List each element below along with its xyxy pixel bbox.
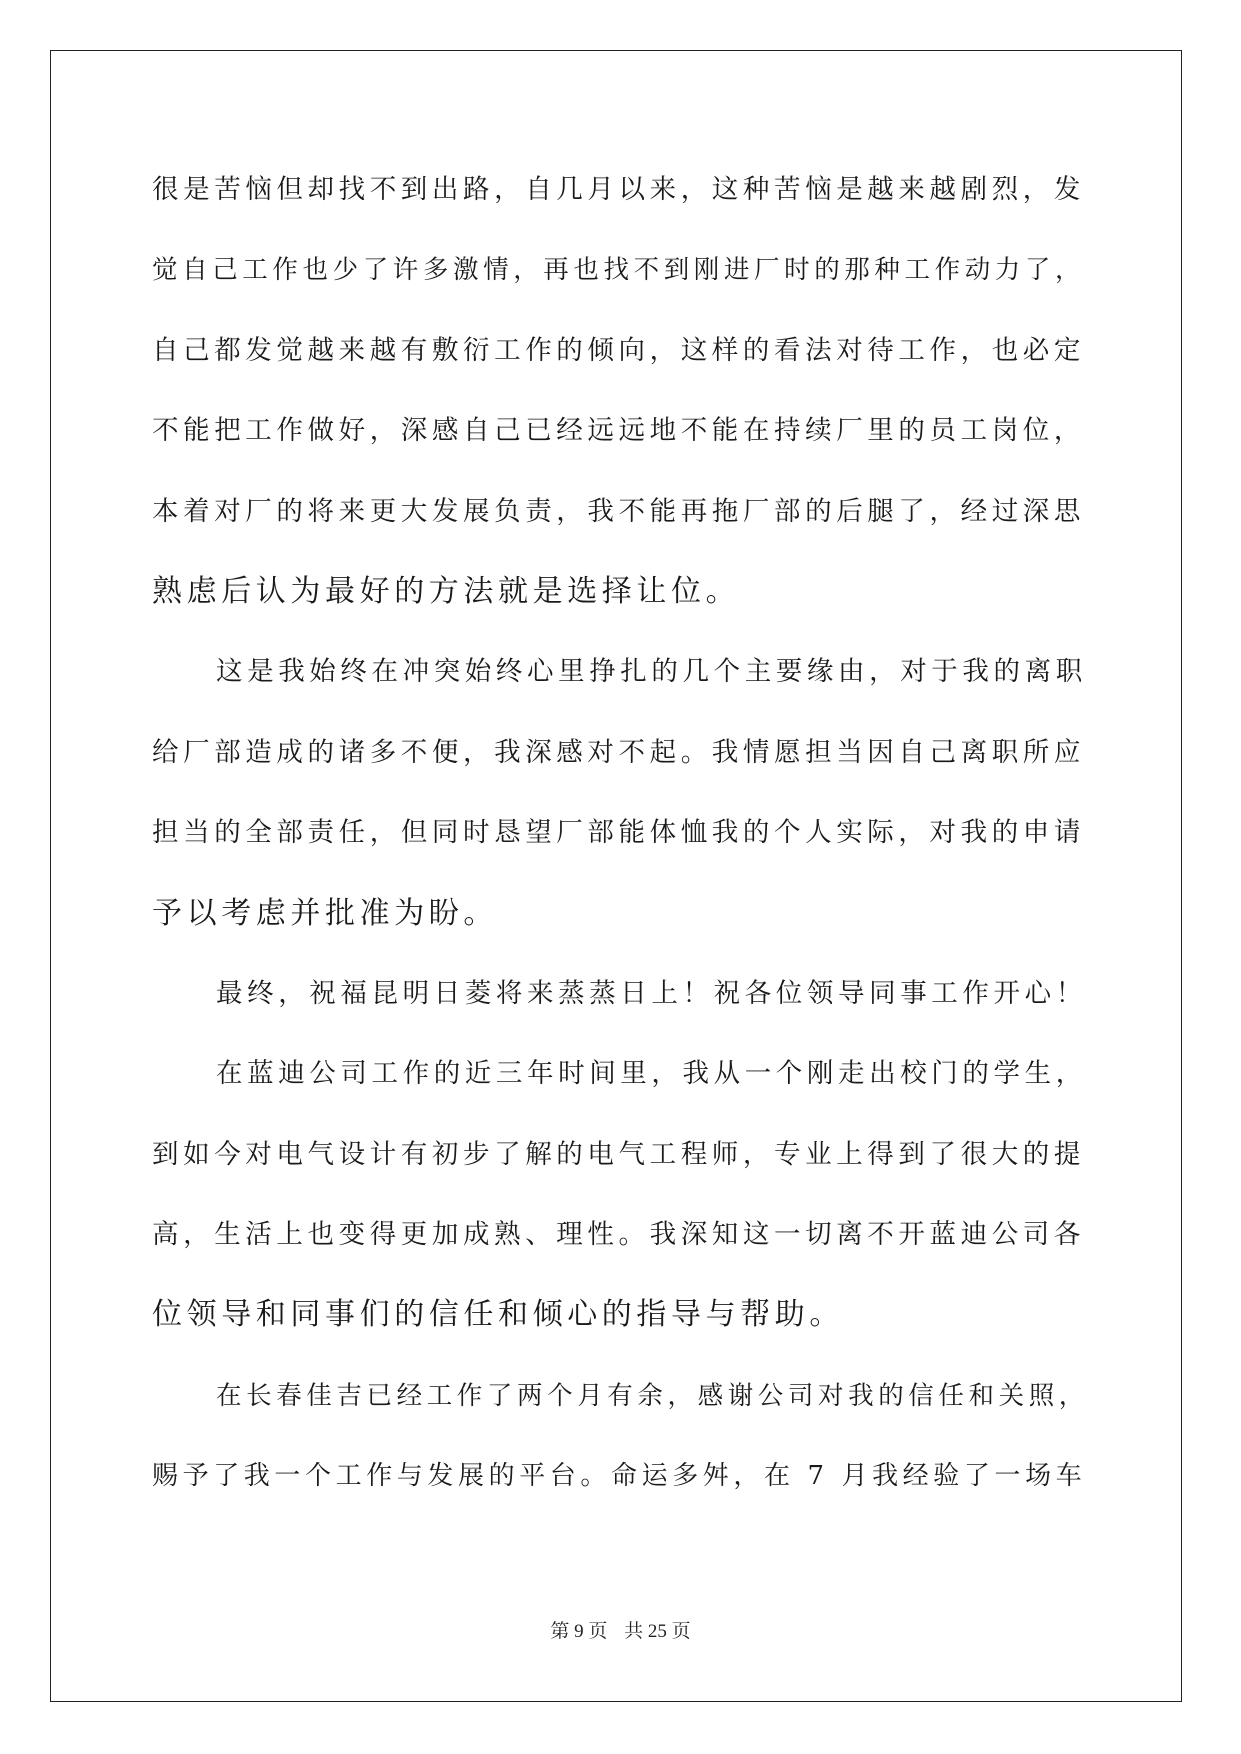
paragraph-first-line: 最终，祝福昆明日菱将来蒸蒸日上！祝各位领导同事工作开心！ — [216, 977, 1087, 1009]
document-body — [152, 150, 1092, 1517]
page-number: 第 9 页 — [550, 1621, 608, 1642]
text-line: 位领导和同事们的信任和倾心的指导与帮助。 — [152, 1297, 844, 1333]
text-line: 给厂部造成的诸多不便，我深感对不起。我情愿担当因自己离职所应 — [152, 736, 1085, 768]
text-line: 予以考虑并批准为盼。 — [152, 895, 498, 931]
paragraph-first-line: 这是我始终在冲突始终心里挣扎的几个主要缘由，对于我的离职 — [216, 656, 1087, 688]
paragraph-first-line: 在长春佳吉已经工作了两个月有余，感谢公司对我的信任和关照， — [216, 1380, 1089, 1411]
text-line: 觉自己工作也少了许多激情，再也找不到刚进厂时的那种工作动力了， — [152, 255, 1086, 286]
text-line: 高，生活上也变得更加成熟、理性。我深知这一切离不开蓝迪公司各 — [152, 1219, 1085, 1251]
text-line: 本着对厂的将来更大发展负责，我不能再拖厂部的后腿了，经过深思 — [152, 495, 1085, 527]
text-line: 熟虑后认为最好的方法就是选择让位。 — [152, 573, 741, 609]
text-line: 不能把工作做好，深感自己已经远远地不能在持续厂里的员工岗位， — [152, 415, 1085, 447]
text-line: 到如今对电气设计有初步了解的电气工程师，专业上得到了很大的提 — [152, 1138, 1085, 1170]
paragraph-first-line: 在蓝迪公司工作的近三年时间里，我从一个刚走出校门的学生， — [216, 1058, 1087, 1090]
text-line: 赐予了我一个工作与发展的平台。命运多舛，在 7 月我经验了一场车 — [152, 1461, 1087, 1492]
text-line: 很是苦恼但却找不到出路，自几月以来，这种苦恼是越来越剧烈，发 — [152, 174, 1085, 205]
text-line: 自己都发觉越来越有敷衍工作的倾向，这样的看法对待工作，也必定 — [152, 334, 1085, 366]
text-line: 担当的全部责任，但同时恳望厂部能体恤我的个人实际，对我的申请 — [152, 817, 1085, 849]
page-total: 共 25 页 — [624, 1621, 691, 1642]
page-footer — [0, 1616, 1241, 1643]
